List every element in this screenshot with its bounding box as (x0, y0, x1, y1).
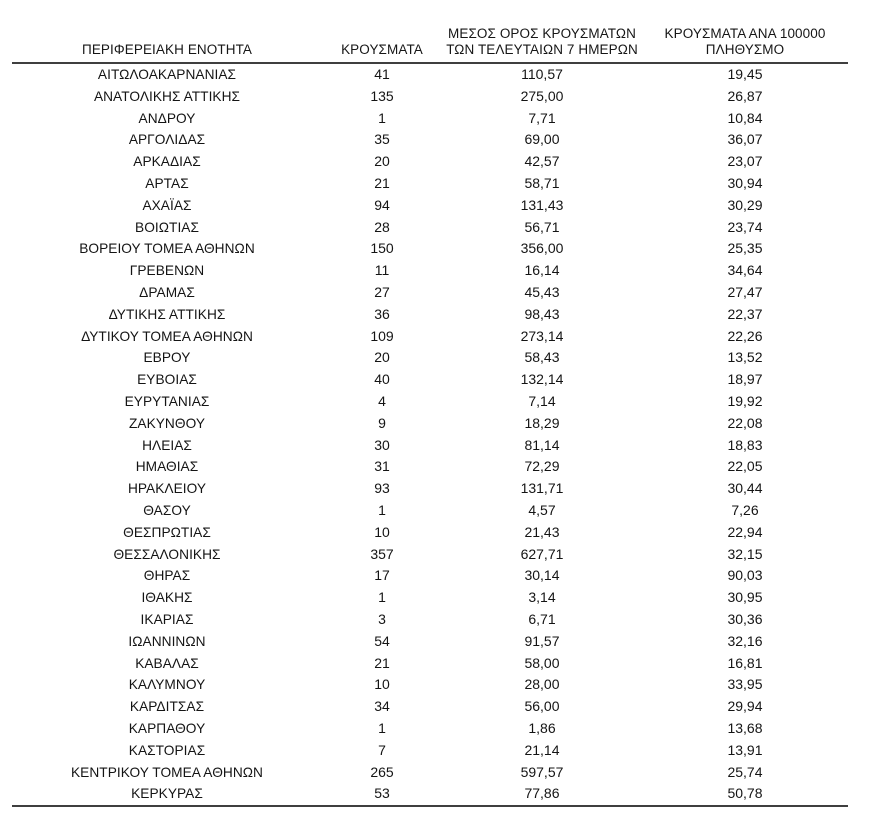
cell-seven-day-average: 81,14 (524, 436, 560, 453)
column-header-cases-per-100000-line1: ΚΡΟΥΣΜΑΤΑ ΑΝΑ 100000 (664, 26, 826, 41)
cell-cases: 4 (378, 392, 386, 409)
cell-regional-unit: ΚΑΡΠΑΘΟΥ (128, 720, 206, 736)
cell-regional-unit: ΔΥΤΙΚΟΥ ΤΟΜΕΑ ΑΘΗΝΩΝ (81, 328, 253, 344)
cell-seven-day-average: 56,71 (524, 218, 560, 235)
cell-seven-day-average: 131,43 (520, 196, 564, 213)
cell-cases-per-100000: 32,15 (727, 545, 763, 562)
cell-cases-per-100000: 10,84 (727, 109, 763, 126)
cell-regional-unit: ΑΙΤΩΛΟΑΚΑΡΝΑΝΙΑΣ (97, 67, 237, 82)
table-row (12, 565, 848, 587)
cell-cases: 357 (370, 545, 394, 562)
column-header-seven-day-average-line2: ΤΩΝ ΤΕΛΕΥΤΑΙΩΝ 7 ΗΜΕΡΩΝ (446, 42, 638, 57)
cell-seven-day-average: 98,43 (524, 305, 560, 322)
table-row (12, 653, 848, 675)
cell-cases: 94 (374, 196, 390, 213)
table-row (12, 391, 848, 413)
cell-cases: 11 (374, 262, 390, 279)
cell-cases: 21 (374, 174, 390, 191)
table-row (12, 587, 848, 609)
cell-seven-day-average: 627,71 (520, 545, 564, 562)
cell-seven-day-average: 18,29 (524, 414, 560, 431)
cell-regional-unit: ΙΘΑΚΗΣ (141, 590, 193, 606)
table-row (12, 522, 848, 544)
cell-seven-day-average: 58,00 (524, 654, 560, 671)
cell-regional-unit: ΚΕΝΤΡΙΚΟΥ ΤΟΜΕΑ ΑΘΗΝΩΝ (71, 764, 263, 780)
cell-cases: 21 (374, 654, 390, 671)
column-header-seven-day-average-line1: ΜΕΣΟΣ ΟΡΟΣ ΚΡΟΥΣΜΑΤΩΝ (448, 26, 636, 41)
cell-cases-per-100000: 26,87 (727, 87, 763, 104)
table-row (12, 631, 848, 653)
cell-regional-unit: ΚΑΛΥΜΝΟΥ (128, 677, 206, 693)
cell-cases: 30 (374, 436, 390, 453)
cell-seven-day-average: 77,86 (442, 783, 642, 806)
cell-cases-per-100000: 30,29 (727, 196, 763, 213)
cell-seven-day-average: 131,71 (520, 480, 564, 497)
cell-cases-per-100000: 30,95 (727, 589, 763, 606)
table-row (12, 413, 848, 435)
cell-cases-per-100000: 19,92 (727, 392, 763, 409)
cell-seven-day-average: 1,86 (528, 719, 556, 736)
cell-cases: 1 (378, 109, 386, 126)
cell-regional-unit: ΕΥΒΟΙΑΣ (137, 372, 197, 388)
cell-seven-day-average: 72,29 (524, 458, 560, 475)
cell-cases: 9 (378, 414, 386, 431)
cell-regional-unit: ΔΡΑΜΑΣ (139, 284, 195, 300)
cell-cases-per-100000: 30,44 (727, 480, 763, 497)
cell-cases: 7 (378, 741, 386, 758)
cell-regional-unit: ΘΕΣΠΡΩΤΙΑΣ (123, 524, 211, 540)
cell-regional-unit: ΑΝΔΡΟΥ (138, 110, 196, 126)
cell-cases: 3 (378, 610, 386, 627)
cell-cases-per-100000: 16,81 (727, 654, 763, 671)
cell-cases: 53 (322, 783, 442, 806)
cell-cases-per-100000: 22,05 (727, 458, 763, 475)
cell-regional-unit: ΓΡΕΒΕΝΩΝ (129, 263, 205, 279)
cell-regional-unit: ΘΗΡΑΣ (143, 568, 191, 584)
cell-regional-unit: ΚΑΣΤΟΡΙΑΣ (128, 742, 206, 758)
cell-seven-day-average: 21,43 (524, 523, 560, 540)
cell-cases: 17 (374, 567, 390, 584)
cell-seven-day-average: 58,43 (524, 349, 560, 366)
table-row (12, 456, 848, 478)
table-row (12, 762, 848, 784)
cell-cases: 1 (378, 589, 386, 606)
column-header-cases-per-100000-line2: ΠΛΗΘΥΣΜΟ (705, 42, 785, 57)
table-row (12, 609, 848, 631)
table-row (12, 304, 848, 326)
cell-cases-per-100000: 19,45 (727, 66, 763, 82)
cell-seven-day-average: 45,43 (524, 283, 560, 300)
cell-cases-per-100000: 25,35 (727, 240, 763, 257)
cell-cases-per-100000: 23,07 (727, 153, 763, 170)
cell-seven-day-average: 273,14 (520, 327, 564, 344)
cell-cases-per-100000: 33,95 (727, 676, 763, 693)
table-row (12, 718, 848, 740)
cell-cases-per-100000: 22,94 (727, 523, 763, 540)
column-header-seven-day-average (442, 0, 642, 63)
cell-regional-unit: ΕΥΡΥΤΑΝΙΑΣ (124, 393, 210, 409)
cell-cases: 10 (374, 523, 390, 540)
cell-regional-unit: ΖΑΚΥΝΘΟΥ (128, 415, 205, 431)
cell-cases-per-100000: 13,68 (727, 719, 763, 736)
statistics-table-container (12, 0, 848, 817)
cell-cases-per-100000: 7,26 (731, 501, 759, 518)
cell-seven-day-average: 132,14 (520, 371, 564, 388)
table-row (12, 282, 848, 304)
cell-seven-day-average: 30,14 (524, 567, 560, 584)
cell-regional-unit: ΚΕΡΚΥΡΑΣ (12, 783, 322, 806)
cell-cases-per-100000: 13,52 (727, 349, 763, 366)
table-row (12, 500, 848, 522)
cell-cases: 28 (374, 218, 390, 235)
cell-cases-per-100000: 50,78 (642, 783, 848, 806)
cell-cases: 1 (378, 501, 386, 518)
cell-regional-unit: ΗΜΑΘΙΑΣ (135, 459, 199, 475)
cell-cases: 35 (374, 131, 390, 148)
cell-regional-unit: ΚΑΡΔΙΤΣΑΣ (129, 699, 205, 715)
table-row (12, 86, 848, 108)
cell-cases: 20 (374, 153, 390, 170)
cell-seven-day-average: 4,57 (528, 501, 556, 518)
cell-cases: 27 (374, 283, 390, 300)
cell-regional-unit: ΑΧΑΪΑΣ (142, 197, 192, 213)
cell-cases: 34 (374, 698, 390, 715)
cell-seven-day-average: 597,57 (520, 763, 564, 780)
cell-cases: 41 (374, 66, 390, 82)
table-row (12, 173, 848, 195)
cell-cases: 265 (370, 763, 394, 780)
cell-regional-unit: ΒΟΙΩΤΙΑΣ (135, 219, 199, 235)
cell-seven-day-average: 28,00 (524, 676, 560, 693)
cell-regional-unit: ΕΒΡΟΥ (143, 350, 191, 366)
cell-seven-day-average: 69,00 (524, 131, 560, 148)
table-row (12, 435, 848, 457)
cell-seven-day-average: 3,14 (528, 589, 556, 606)
cell-cases-per-100000: 22,26 (727, 327, 763, 344)
cell-seven-day-average: 7,14 (528, 392, 556, 409)
table-row (12, 740, 848, 762)
cell-regional-unit: ΗΛΕΙΑΣ (142, 437, 192, 453)
cell-cases-per-100000: 18,83 (727, 436, 763, 453)
cell-cases-per-100000: 30,94 (727, 174, 763, 191)
cell-seven-day-average: 6,71 (528, 610, 556, 627)
table-row (12, 347, 848, 369)
cell-regional-unit: ΑΡΓΟΛΙΔΑΣ (128, 132, 206, 148)
cell-seven-day-average: 7,71 (528, 109, 556, 126)
table-row (12, 151, 848, 173)
cell-cases-per-100000: 22,08 (727, 414, 763, 431)
cell-cases-per-100000: 90,03 (727, 567, 763, 584)
cell-seven-day-average: 16,14 (524, 262, 560, 279)
table-row (12, 108, 848, 130)
cell-cases-per-100000: 18,97 (727, 371, 763, 388)
regional-cases-table (12, 0, 848, 807)
cell-regional-unit: ΗΡΑΚΛΕΙΟΥ (127, 481, 207, 497)
cell-cases-per-100000: 29,94 (727, 698, 763, 715)
table-row (12, 674, 848, 696)
column-header-regional-unit-line1: ΠΕΡΙΦΕΡΕΙΑΚΗ ΕΝΟΤΗΤΑ (81, 42, 253, 57)
cell-seven-day-average: 21,14 (524, 741, 560, 758)
table-row (12, 260, 848, 282)
table-body (12, 63, 848, 806)
cell-regional-unit: ΑΡΚΑΔΙΑΣ (133, 154, 201, 170)
cell-cases: 54 (374, 632, 390, 649)
table-row (12, 544, 848, 566)
column-header-regional-unit (12, 0, 322, 63)
cell-seven-day-average: 110,57 (521, 66, 563, 82)
cell-cases: 20 (374, 349, 390, 366)
cell-cases: 31 (374, 458, 390, 475)
cell-seven-day-average: 42,57 (524, 153, 560, 170)
cell-regional-unit: ΙΚΑΡΙΑΣ (140, 611, 194, 627)
cell-regional-unit: ΑΡΤΑΣ (145, 175, 189, 191)
cell-cases-per-100000: 13,91 (727, 741, 763, 758)
table-row (12, 369, 848, 391)
cell-seven-day-average: 58,71 (524, 174, 560, 191)
cell-seven-day-average: 275,00 (520, 87, 564, 104)
table-row (12, 195, 848, 217)
table-row (12, 217, 848, 239)
cell-cases: 10 (374, 676, 390, 693)
cell-cases-per-100000: 32,16 (727, 632, 763, 649)
table-row (12, 326, 848, 348)
table-row (12, 63, 848, 86)
cell-cases-per-100000: 25,74 (727, 763, 763, 780)
table-row (12, 478, 848, 500)
cell-regional-unit: ΘΑΣΟΥ (143, 502, 191, 518)
cell-regional-unit: ΘΕΣΣΑΛΟΝΙΚΗΣ (113, 546, 221, 562)
cell-cases-per-100000: 30,36 (727, 610, 763, 627)
cell-regional-unit: ΙΩΑΝΝΙΝΩΝ (128, 633, 206, 649)
table-header (12, 0, 848, 63)
cell-cases: 135 (370, 87, 394, 104)
cell-seven-day-average: 91,57 (524, 632, 560, 649)
cell-cases-per-100000: 34,64 (727, 262, 763, 279)
column-header-cases-line1: ΚΡΟΥΣΜΑΤΑ (341, 42, 423, 57)
cell-cases: 36 (374, 305, 390, 322)
cell-cases: 40 (374, 371, 390, 388)
cell-regional-unit: ΚΑΒΑΛΑΣ (135, 655, 199, 671)
cell-regional-unit: ΑΝΑΤΟΛΙΚΗΣ ΑΤΤΙΚΗΣ (93, 88, 241, 104)
cell-cases-per-100000: 22,37 (727, 305, 763, 322)
column-header-cases-per-100000 (642, 0, 848, 63)
cell-cases: 1 (378, 719, 386, 736)
table-row (12, 238, 848, 260)
cell-cases: 93 (374, 480, 390, 497)
cell-regional-unit: ΒΟΡΕΙΟΥ ΤΟΜΕΑ ΑΘΗΝΩΝ (79, 241, 255, 257)
cell-seven-day-average: 356,00 (520, 240, 564, 257)
cell-seven-day-average: 56,00 (524, 698, 560, 715)
cell-cases: 150 (370, 240, 394, 257)
column-header-cases (322, 0, 442, 63)
cell-cases: 109 (370, 327, 394, 344)
cell-regional-unit: ΔΥΤΙΚΗΣ ΑΤΤΙΚΗΣ (108, 306, 226, 322)
table-row (12, 696, 848, 718)
cell-cases-per-100000: 23,74 (727, 218, 763, 235)
cell-cases-per-100000: 27,47 (727, 283, 763, 300)
table-row (12, 783, 848, 806)
cell-cases-per-100000: 36,07 (727, 131, 763, 148)
table-row (12, 129, 848, 151)
